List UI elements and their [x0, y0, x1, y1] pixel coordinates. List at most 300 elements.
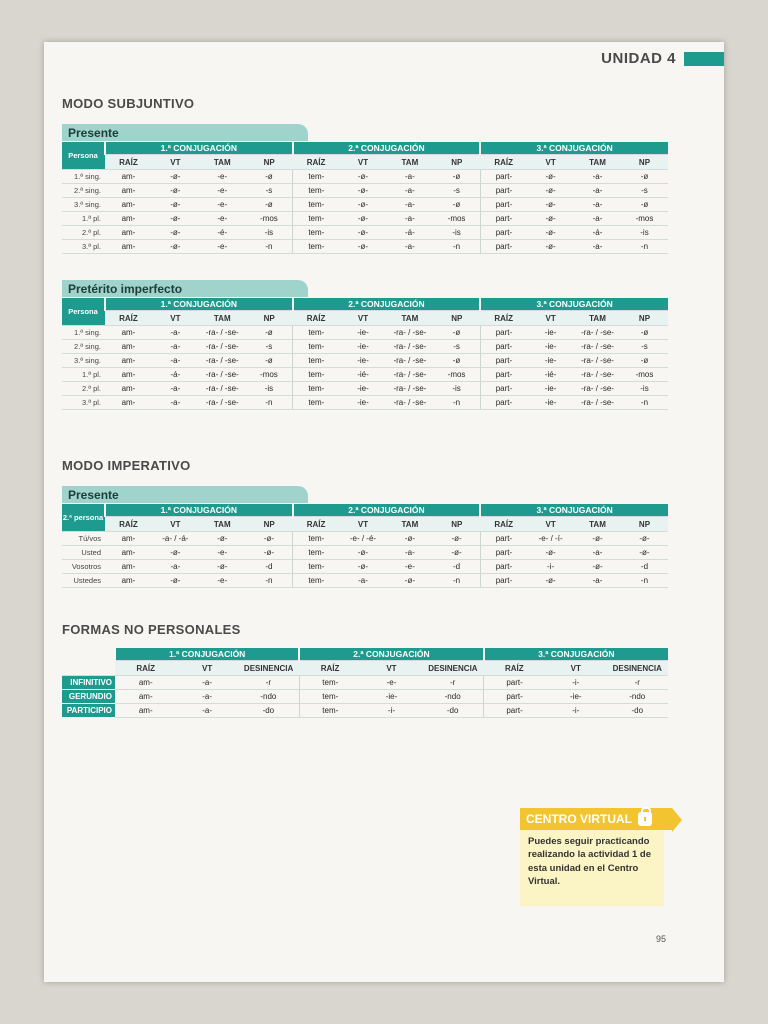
table-cell: am-	[105, 354, 152, 368]
table-cell: -do	[238, 704, 299, 718]
conjugation-header: 2.ª CONJUGACIÓN	[293, 298, 481, 311]
table-cell: tem-	[293, 326, 340, 340]
table-cell: -a-	[386, 170, 433, 184]
table-cell: -ra- / -se-	[574, 382, 621, 396]
form-label: PARTICIPIO	[62, 704, 115, 718]
unit-header	[601, 50, 724, 67]
table-cell: am-	[105, 340, 152, 354]
centro-virtual-header[interactable]	[520, 808, 672, 830]
table-cell: part-	[480, 170, 527, 184]
table-cell: -ø	[621, 170, 668, 184]
table-cell: -ø-	[621, 532, 668, 546]
table-cell: part-	[480, 340, 527, 354]
table-cell: part-	[480, 212, 527, 226]
table-cell: -ø-	[386, 574, 433, 588]
table-row	[62, 326, 668, 340]
table-cell: -ie-	[527, 382, 574, 396]
table-cell: am-	[105, 226, 152, 240]
table-cell: -e-	[199, 212, 246, 226]
table-cell: -ra- / -se-	[386, 382, 433, 396]
table-cell: -a-	[386, 198, 433, 212]
table-cell: -ø	[433, 170, 480, 184]
table-cell: tem-	[293, 226, 340, 240]
table-cell: -ie-	[527, 340, 574, 354]
table-cell: -ø-	[527, 226, 574, 240]
table-cell: -is	[433, 226, 480, 240]
table-cell: -a-	[574, 546, 621, 560]
table-cell: -ø-	[152, 226, 199, 240]
table-cell: -a-	[152, 396, 199, 410]
table-cell: -ie-	[361, 690, 422, 704]
table-cell: -d	[246, 560, 293, 574]
table-cell: -s	[246, 184, 293, 198]
column-header: RAÍZ	[115, 661, 176, 676]
table-cell: -e-	[199, 574, 246, 588]
table-cell: -a-	[152, 354, 199, 368]
table-cell: -mos	[246, 368, 293, 382]
table-cell: -ra- / -se-	[199, 382, 246, 396]
table-cell: -mos	[621, 212, 668, 226]
table-cell: am-	[105, 240, 152, 254]
column-header: NP	[246, 311, 293, 326]
conjugation-header: 2.ª CONJUGACIÓN	[299, 648, 483, 661]
table-cell: -ra- / -se-	[386, 368, 433, 382]
table-cell: part-	[480, 368, 527, 382]
persona-header: 2.ª persona	[62, 504, 105, 532]
no-personales-table	[62, 648, 668, 718]
imperativo-title: MODO IMPERATIVO	[62, 458, 191, 473]
table-cell: -ra- / -se-	[199, 368, 246, 382]
table-cell: -ø-	[574, 560, 621, 574]
unit-title: UNIDAD 4	[601, 50, 676, 67]
table-cell: -ra- / -se-	[574, 368, 621, 382]
table-cell: -ø-	[574, 532, 621, 546]
table-cell: -ø-	[152, 574, 199, 588]
column-header: RAÍZ	[293, 311, 340, 326]
persona-header: Persona	[62, 142, 105, 170]
table-cell: -a-	[176, 676, 237, 690]
row-label: 3.ª sing.	[62, 198, 105, 212]
table-row	[62, 340, 668, 354]
column-header: DESINENCIA	[607, 661, 669, 676]
table-cell: am-	[105, 396, 152, 410]
column-header: VT	[152, 155, 199, 170]
column-header: RAÍZ	[105, 517, 152, 532]
conjugation-header: 2.ª CONJUGACIÓN	[293, 142, 481, 155]
table-cell: -ra- / -se-	[199, 340, 246, 354]
column-header: NP	[246, 517, 293, 532]
row-label: Tú/vos	[62, 532, 105, 546]
table-cell: -ø-	[340, 212, 387, 226]
table-cell: -ø-	[527, 546, 574, 560]
table-row	[62, 704, 668, 718]
subjuntivo-presente-block	[62, 124, 668, 254]
table-cell: -ø-	[527, 184, 574, 198]
table-cell: -a-	[574, 184, 621, 198]
column-header: NP	[246, 155, 293, 170]
column-header: TAM	[386, 517, 433, 532]
subjuntivo-imperfecto-tab: Pretérito imperfecto	[62, 280, 308, 297]
table-cell: tem-	[299, 676, 360, 690]
table-row	[62, 368, 668, 382]
table-cell: -e-	[386, 560, 433, 574]
table-cell: tem-	[293, 354, 340, 368]
table-cell: part-	[484, 690, 545, 704]
page-number: 95	[656, 934, 667, 944]
table-cell: -ø	[246, 198, 293, 212]
table-cell: -n	[433, 574, 480, 588]
table-cell: -ndo	[422, 690, 483, 704]
conjugation-header: 1.ª CONJUGACIÓN	[115, 648, 299, 661]
persona-header: Persona	[62, 298, 105, 326]
column-header: DESINENCIA	[422, 661, 483, 676]
table-cell: part-	[480, 382, 527, 396]
table-cell: part-	[480, 240, 527, 254]
table-row	[62, 560, 668, 574]
table-cell: -ra- / -se-	[386, 354, 433, 368]
table-cell: tem-	[293, 170, 340, 184]
table-cell: -ø-	[340, 240, 387, 254]
column-header: RAÍZ	[299, 661, 360, 676]
table-cell: -ra- / -se-	[574, 340, 621, 354]
no-personales-title: FORMAS NO PERSONALES	[62, 622, 241, 637]
column-header: TAM	[574, 311, 621, 326]
conjugation-header: 3.ª CONJUGACIÓN	[480, 298, 668, 311]
column-header: VT	[176, 661, 237, 676]
table-cell: -r	[238, 676, 299, 690]
table-cell: -n	[621, 396, 668, 410]
table-cell: -ie-	[340, 382, 387, 396]
table-cell: -a-	[574, 212, 621, 226]
table-row	[62, 354, 668, 368]
table-row	[62, 546, 668, 560]
form-label: GERUNDIO	[62, 690, 115, 704]
imperativo-presente-table	[62, 504, 668, 588]
textbook-page	[44, 42, 724, 982]
table-cell: -i-	[527, 560, 574, 574]
table-cell: am-	[105, 212, 152, 226]
table-cell: -e-	[199, 546, 246, 560]
table-cell: tem-	[293, 532, 340, 546]
table-cell: part-	[480, 326, 527, 340]
subjuntivo-presente-table	[62, 142, 668, 254]
column-header: VT	[527, 155, 574, 170]
table-cell: part-	[480, 532, 527, 546]
table-cell: tem-	[293, 546, 340, 560]
table-cell: tem-	[293, 198, 340, 212]
row-label: 3.ª pl.	[62, 240, 105, 254]
column-header: VT	[545, 661, 606, 676]
table-cell: -ra- / -se-	[574, 326, 621, 340]
imperativo-presente-block	[62, 486, 668, 588]
table-cell: -a-	[152, 340, 199, 354]
table-cell: part-	[480, 546, 527, 560]
table-cell: -n	[246, 396, 293, 410]
table-cell: -mos	[433, 212, 480, 226]
table-cell: part-	[480, 354, 527, 368]
blank-corner	[62, 648, 115, 676]
row-label: 1.ª pl.	[62, 212, 105, 226]
column-header: RAÍZ	[480, 517, 527, 532]
table-cell: -a-	[152, 560, 199, 574]
table-cell: -r	[607, 676, 669, 690]
conjugation-header: 2.ª CONJUGACIÓN	[293, 504, 481, 517]
table-cell: -ie-	[340, 326, 387, 340]
table-cell: am-	[105, 170, 152, 184]
table-cell: -ø-	[340, 546, 387, 560]
table-cell: -i-	[545, 704, 606, 718]
table-cell: -ie-	[340, 396, 387, 410]
row-label: 1.ª sing.	[62, 326, 105, 340]
table-cell: -n	[621, 240, 668, 254]
table-cell: -ie-	[340, 354, 387, 368]
table-cell: -a-	[152, 326, 199, 340]
table-cell: am-	[115, 690, 176, 704]
table-cell: -ø-	[340, 198, 387, 212]
row-label: 3.ª sing.	[62, 354, 105, 368]
table-cell: -ø	[433, 326, 480, 340]
column-header: RAÍZ	[105, 155, 152, 170]
column-header: TAM	[386, 311, 433, 326]
table-cell: -ie-	[527, 396, 574, 410]
table-cell: -á-	[152, 368, 199, 382]
table-cell: tem-	[293, 560, 340, 574]
table-cell: -is	[246, 226, 293, 240]
table-cell: -do	[422, 704, 483, 718]
table-cell: am-	[105, 546, 152, 560]
table-cell: -a-	[386, 184, 433, 198]
column-header: NP	[433, 517, 480, 532]
table-cell: -ø	[433, 354, 480, 368]
conjugation-header: 1.ª CONJUGACIÓN	[105, 298, 293, 311]
table-cell: am-	[115, 704, 176, 718]
table-cell: tem-	[293, 368, 340, 382]
table-cell: -ie-	[545, 690, 606, 704]
table-cell: -mos	[246, 212, 293, 226]
table-cell: -ø-	[199, 560, 246, 574]
table-cell: am-	[105, 198, 152, 212]
table-cell: -is	[621, 382, 668, 396]
column-header: NP	[621, 311, 668, 326]
column-header: NP	[621, 517, 668, 532]
table-cell: am-	[115, 676, 176, 690]
table-cell: part-	[484, 704, 545, 718]
table-cell: -e-	[199, 198, 246, 212]
table-cell: -a-	[340, 574, 387, 588]
table-cell: tem-	[299, 690, 360, 704]
table-cell: -e- / -é-	[340, 532, 387, 546]
table-cell: -ø-	[527, 240, 574, 254]
table-cell: -ø-	[246, 546, 293, 560]
table-cell: am-	[105, 382, 152, 396]
table-cell: -e-	[199, 184, 246, 198]
table-cell: -ø-	[340, 170, 387, 184]
column-header: TAM	[199, 155, 246, 170]
table-cell: -n	[621, 574, 668, 588]
conjugation-header: 3.ª CONJUGACIÓN	[480, 142, 668, 155]
column-header: VT	[340, 155, 387, 170]
column-header: RAÍZ	[480, 311, 527, 326]
centro-virtual-callout[interactable]	[520, 808, 664, 906]
table-cell: -ø-	[433, 546, 480, 560]
subjuntivo-imperfecto-table	[62, 298, 668, 410]
table-cell: am-	[105, 532, 152, 546]
table-row	[62, 574, 668, 588]
table-cell: -n	[433, 240, 480, 254]
table-cell: -ø-	[340, 184, 387, 198]
table-cell: -e-	[199, 240, 246, 254]
subjuntivo-imperfecto-block	[62, 280, 668, 410]
table-cell: -ra- / -se-	[386, 326, 433, 340]
table-cell: -ø-	[386, 532, 433, 546]
column-header: NP	[433, 311, 480, 326]
table-cell: part-	[480, 396, 527, 410]
table-cell: -é-	[199, 226, 246, 240]
table-cell: tem-	[293, 184, 340, 198]
column-header: VT	[527, 311, 574, 326]
table-row	[62, 382, 668, 396]
table-cell: -a-	[176, 704, 237, 718]
table-cell: -mos	[433, 368, 480, 382]
table-cell: -s	[433, 184, 480, 198]
table-row	[62, 184, 668, 198]
row-label: 1.ª sing.	[62, 170, 105, 184]
table-cell: -a-	[386, 240, 433, 254]
table-cell: -a-	[574, 574, 621, 588]
column-header: VT	[340, 517, 387, 532]
centro-virtual-text: Puedes seguir practicando realizando la actividad 1 de esta unidad en el Centro Virtual.	[528, 836, 652, 887]
table-cell: -ra- / -se-	[574, 396, 621, 410]
centro-virtual-title: CENTRO VIRTUAL	[526, 812, 632, 826]
table-row	[62, 532, 668, 546]
subjuntivo-presente-tab: Presente	[62, 124, 308, 141]
column-header: TAM	[386, 155, 433, 170]
row-label: 2.ª pl.	[62, 226, 105, 240]
table-cell: part-	[484, 676, 545, 690]
table-row	[62, 170, 668, 184]
table-cell: -ra- / -se-	[386, 340, 433, 354]
row-label: Ustedes	[62, 574, 105, 588]
table-cell: -do	[607, 704, 669, 718]
table-cell: -mos	[621, 368, 668, 382]
table-row	[62, 240, 668, 254]
table-row	[62, 676, 668, 690]
table-cell: -a- / -á-	[152, 532, 199, 546]
table-cell: -d	[621, 560, 668, 574]
column-header: TAM	[574, 517, 621, 532]
table-cell: -ø-	[152, 170, 199, 184]
table-cell: -ø-	[152, 546, 199, 560]
no-personales-block	[62, 648, 668, 718]
table-cell: -a-	[574, 240, 621, 254]
table-cell: -ø-	[527, 574, 574, 588]
table-cell: -a-	[574, 170, 621, 184]
table-cell: -r	[422, 676, 483, 690]
table-cell: -ra- / -se-	[199, 354, 246, 368]
table-cell: -ø-	[152, 198, 199, 212]
column-header: TAM	[199, 311, 246, 326]
table-cell: -á-	[574, 226, 621, 240]
table-cell: -ø-	[527, 212, 574, 226]
table-cell: part-	[480, 226, 527, 240]
table-cell: part-	[480, 574, 527, 588]
table-cell: -ra- / -se-	[386, 396, 433, 410]
table-cell: part-	[480, 560, 527, 574]
table-cell: -e-	[361, 676, 422, 690]
table-cell: -n	[246, 240, 293, 254]
table-cell: -ié-	[527, 368, 574, 382]
table-cell: -is	[433, 382, 480, 396]
table-cell: am-	[105, 184, 152, 198]
table-cell: -e- / -í-	[527, 532, 574, 546]
row-label: 2.ª pl.	[62, 382, 105, 396]
table-cell: -ie-	[527, 354, 574, 368]
table-cell: am-	[105, 560, 152, 574]
table-cell: -ø-	[433, 532, 480, 546]
table-cell: -d	[433, 560, 480, 574]
table-row	[62, 690, 668, 704]
conjugation-header: 1.ª CONJUGACIÓN	[105, 142, 293, 155]
table-cell: am-	[105, 368, 152, 382]
table-cell: -e-	[199, 170, 246, 184]
form-label: INFINITIVO	[62, 676, 115, 690]
table-row	[62, 226, 668, 240]
column-header: TAM	[199, 517, 246, 532]
column-header: NP	[621, 155, 668, 170]
table-cell: tem-	[299, 704, 360, 718]
conjugation-header: 1.ª CONJUGACIÓN	[105, 504, 293, 517]
table-cell: -ø-	[152, 212, 199, 226]
table-cell: -ø-	[340, 226, 387, 240]
table-cell: -ø-	[246, 532, 293, 546]
table-cell: -ø-	[527, 170, 574, 184]
table-cell: -ndo	[238, 690, 299, 704]
table-cell: am-	[105, 574, 152, 588]
table-cell: am-	[105, 326, 152, 340]
column-header: NP	[433, 155, 480, 170]
row-label: 2.ª sing.	[62, 340, 105, 354]
column-header: RAÍZ	[293, 155, 340, 170]
table-cell: -a-	[386, 546, 433, 560]
table-cell: -á-	[386, 226, 433, 240]
table-cell: -ie-	[340, 340, 387, 354]
lock-icon	[638, 812, 652, 826]
table-cell: -ø	[246, 170, 293, 184]
table-cell: -ø-	[621, 546, 668, 560]
table-cell: -ø-	[527, 198, 574, 212]
table-cell: -ø-	[340, 560, 387, 574]
table-cell: tem-	[293, 396, 340, 410]
table-cell: -ra- / -se-	[199, 326, 246, 340]
imperativo-presente-tab: Presente	[62, 486, 308, 503]
row-label: 2.ª sing.	[62, 184, 105, 198]
table-cell: -ndo	[607, 690, 669, 704]
row-label: Vosotros	[62, 560, 105, 574]
table-cell: -a-	[176, 690, 237, 704]
table-cell: tem-	[293, 574, 340, 588]
column-header: TAM	[574, 155, 621, 170]
table-cell: -ié-	[340, 368, 387, 382]
table-cell: tem-	[293, 382, 340, 396]
table-cell: -ø	[433, 198, 480, 212]
table-cell: -ie-	[527, 326, 574, 340]
subjuntivo-title: MODO SUBJUNTIVO	[62, 96, 195, 111]
column-header: VT	[152, 517, 199, 532]
table-cell: -a-	[152, 382, 199, 396]
table-row	[62, 396, 668, 410]
table-cell: part-	[480, 184, 527, 198]
table-cell: -ø	[246, 326, 293, 340]
